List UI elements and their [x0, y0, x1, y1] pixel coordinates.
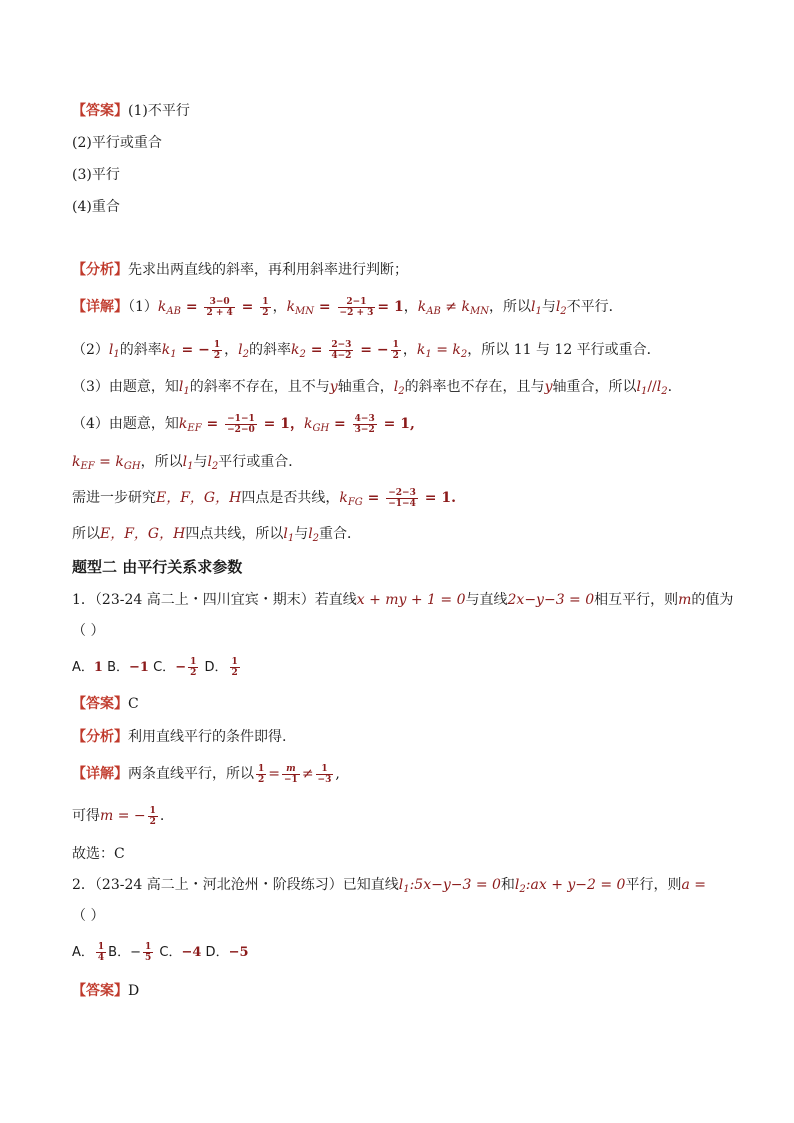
l2 [657, 379, 668, 395]
detail-7-text-1: 所以 [72, 526, 100, 542]
eq-minus: = − [355, 342, 389, 358]
fraction-den: 4 [97, 953, 105, 963]
q1-result-b: . [159, 808, 165, 824]
k1 [417, 342, 432, 358]
detail-1-tail: ，所以 [488, 299, 531, 315]
detail-6-text-2: 四点是否共线， [241, 490, 340, 506]
analysis-tag: 【分析】 [72, 729, 128, 745]
q1-result-line [72, 805, 164, 827]
q1-detail-line [72, 763, 340, 785]
l1-sub: 1 [403, 884, 410, 895]
q1-mid: 与直线 [465, 592, 508, 608]
q2-stem [72, 874, 706, 901]
slope-of-text: 的斜率 [119, 342, 162, 358]
k-mn-sub: MN [295, 306, 315, 317]
separator: ， [402, 342, 417, 358]
eq: = [431, 342, 453, 358]
fraction-gh [353, 414, 377, 435]
l1-letter: l [636, 379, 641, 395]
l2-sub: 2 [242, 349, 249, 360]
with-text: 与 [541, 299, 556, 315]
k-ab-2-sub: AB [426, 306, 441, 317]
answer-tag: 【答案】 [72, 103, 128, 119]
q1-option-d-label: D． [200, 660, 228, 675]
k-mn-2-letter: k [461, 299, 470, 315]
k-letter: k [115, 454, 124, 470]
l2-sub: 2 [661, 386, 668, 397]
l1-sub: 1 [187, 461, 194, 472]
q1-frac-1 [256, 764, 266, 785]
fraction-num: 1 [258, 763, 265, 774]
fraction-ab-num: 3−0 [204, 297, 234, 308]
fraction-mn [338, 297, 376, 318]
section-heading: 题型二 由平行关系求参数 [72, 558, 243, 576]
q1-m: m [678, 592, 692, 608]
neq-symbol: ≠ [440, 299, 462, 315]
l1 [636, 379, 647, 395]
fraction-num: 1 [392, 339, 399, 350]
fraction-num: 1 [213, 339, 221, 350]
l2 [394, 379, 405, 395]
eq-one: = 1. [419, 490, 456, 506]
answer-4: (4)重合 [72, 199, 120, 215]
points-efgh: E，F，G，H [100, 526, 186, 542]
y-var: y [329, 379, 338, 395]
k-letter: k [339, 490, 348, 506]
k-fg-sub: FG [347, 497, 363, 508]
k-letter: k [72, 454, 81, 470]
fraction-den: 5 [144, 953, 152, 963]
q2-stem-a: 2．（23-24 高二上・河北沧州・阶段练习）已知直线 [72, 877, 399, 893]
detail-2-lead: （2） [72, 342, 109, 358]
fraction-num: −2−3 [388, 487, 416, 498]
answer-3: (3)平行 [72, 167, 120, 183]
q2-option-b-label: B．− [108, 945, 141, 960]
detail-6-text-1: 需进一步研究 [72, 490, 156, 506]
fraction-num: −1−1 [227, 413, 255, 424]
k2-letter: k [452, 342, 461, 358]
q2-option-b-fraction [143, 942, 153, 963]
l2-letter: l [514, 877, 520, 893]
k-mn-letter: k [286, 299, 296, 315]
fraction-num: 1 [231, 657, 238, 667]
analysis-tag: 【分析】 [72, 262, 128, 278]
l2-letter: l [656, 379, 662, 395]
answer-1: (1)不平行 [128, 103, 190, 119]
q2-a: a = [681, 877, 706, 893]
fraction-num: 1 [190, 657, 197, 667]
fraction-den: 2 [392, 350, 399, 361]
q2-option-a-fraction [96, 942, 106, 963]
q1-frac-2 [282, 764, 300, 785]
k-mn-2-sub: MN [469, 306, 489, 317]
l2 [308, 526, 319, 542]
l2-letter: l [207, 454, 212, 470]
fraction-den: 2 [213, 350, 221, 361]
l2-sub: 2 [519, 884, 526, 895]
k2-sub: 2 [460, 349, 468, 360]
q1-option-a-label: A． [72, 660, 94, 675]
fraction-num: 4−3 [354, 413, 375, 424]
fraction-half [212, 340, 222, 361]
q1-eq-a: x + my + 1 = 0 [356, 592, 466, 608]
q2-option-d: −5 [228, 945, 249, 960]
k2 [291, 342, 306, 358]
fraction-num: 2−3 [331, 339, 352, 350]
q1-frac-3 [316, 764, 334, 785]
q1-eq-b: 2x−y−3 = 0 [507, 592, 595, 608]
l1-sub: 1 [640, 386, 648, 397]
q1-option-b: −1 [129, 660, 149, 675]
fraction-half [260, 297, 270, 318]
l2 [515, 877, 526, 893]
l1 [399, 877, 410, 893]
q1-option-d-fraction [230, 657, 240, 678]
l1-sub: 1 [535, 306, 542, 317]
q1-choice: 故选：C [72, 846, 125, 862]
k1-letter: k [416, 342, 426, 358]
l2-sub: 2 [211, 461, 219, 472]
q1-stem-c: 的值为 [691, 592, 734, 608]
fraction-num: 1 [316, 764, 334, 775]
fraction-num: 1 [97, 942, 105, 952]
q2-answer: D [128, 983, 140, 999]
fraction-ab-den: 2 + 4 [206, 307, 233, 318]
detail-2-end: ，所以 11 与 12 平行或重合． [467, 342, 661, 358]
l1-letter: l [283, 526, 288, 542]
l1-sub: 1 [183, 386, 190, 397]
detail-7-text-3: 重合． [319, 526, 362, 542]
l1-letter: l [398, 877, 404, 893]
q2-option-c: −4 [181, 945, 202, 960]
detail-5-text-1: ，所以 [140, 454, 183, 470]
q2-mid: 和 [500, 877, 515, 893]
q1-option-c-label: C． [148, 660, 176, 675]
q1-detail-b: , [335, 766, 340, 782]
k-ab-sub: AB [166, 306, 181, 317]
eq-one: = 1, [378, 416, 415, 432]
l1-sub: 1 [113, 349, 120, 360]
l2-letter: l [393, 379, 399, 395]
detail-tag: 【详解】 [72, 299, 128, 315]
k2-sub: 2 [299, 349, 306, 360]
k-ef-sub: EF [80, 461, 95, 472]
k2 [452, 342, 467, 358]
q2-eq-a: :5x−y−3 = 0 [409, 877, 501, 893]
k-ef [72, 454, 95, 470]
q1-option-c-fraction [188, 657, 198, 678]
k-ab-2-letter: k [417, 299, 427, 315]
k-gh [304, 416, 329, 432]
analysis-line [72, 259, 408, 281]
l1 [179, 379, 190, 395]
detail-line-1: 【详解】$(1)k_{AB}$ = $\frac{3-0}{2 + 4}$ = $\frac{1}{2}$ ，$k_{MN}$ = $\frac{2-1}{-2 + 3}$ = 1，$k_{AB} \ne k_{MN}$，所以$l_1$与$l_2$不平行． [72, 296, 623, 318]
q1-option-a: 1 [93, 660, 103, 675]
q1-stem-a: 1．（23-24 高二上・四川宜宾・期末）若直线 [72, 592, 357, 608]
parallel-symbol: // [647, 379, 657, 395]
l2-sub: 2 [312, 533, 320, 544]
detail-3-text-2: 轴重合， [337, 379, 394, 395]
answer-line-2 [72, 132, 162, 154]
k-gh-sub: GH [312, 423, 330, 434]
k2-letter: k [290, 342, 300, 358]
k-mn-2 [461, 299, 488, 315]
fraction-num: 1 [144, 942, 152, 952]
k-ef [179, 416, 202, 432]
l2 [556, 299, 567, 315]
detail-3-text-4: 轴重合，所以 [552, 379, 637, 395]
l1 [183, 454, 194, 470]
q1-blank: （ ） [72, 623, 105, 639]
q2-option-d-label: D． [201, 945, 229, 960]
k1 [162, 342, 177, 358]
l1-letter: l [530, 299, 536, 315]
eq-one: = 1， [258, 416, 304, 432]
k-letter: k [178, 416, 188, 432]
q1-stem [72, 589, 733, 611]
detail-3-text-1: 的斜率不存在，且不与 [189, 379, 330, 395]
fraction-num: m [282, 764, 300, 775]
k-ef-sub: EF [187, 423, 202, 434]
l2-letter: l [555, 299, 561, 315]
q1-option-b-label: B． [102, 660, 130, 675]
detail-line-4: （4）由题意，知$k_{EF}$ = $\frac{-1-1}{-2-0}$ = 1，$k_{GH}$ = $\frac{4-3}{3-2}$ = 1, [72, 413, 415, 435]
q2-option-c-label: C． [155, 945, 182, 960]
k-ab-2 [418, 299, 441, 315]
fraction-den: 4−2 [331, 350, 352, 361]
l1-letter: l [108, 342, 114, 358]
fraction-num: 1 [149, 805, 156, 816]
slope-of-text: 的斜率 [248, 342, 291, 358]
l1 [109, 342, 120, 358]
k-mn [287, 299, 314, 315]
k-fg [339, 490, 362, 506]
q1-result-m: m = − [100, 808, 146, 824]
detail-4-lead: （4）由题意，知 [72, 416, 179, 432]
q1-stem-b: 相互平行，则 [594, 592, 679, 608]
eq-one: = 1 [377, 299, 404, 315]
detail-3-lead: （3）由题意，知 [72, 379, 179, 395]
detail-7-text-2: 四点共线，所以 [185, 526, 284, 542]
detail-tag: 【详解】 [72, 766, 128, 782]
answer-line-3 [72, 164, 120, 186]
q1-options [72, 657, 242, 679]
k-gh [115, 454, 140, 470]
q2-stem-b: 平行，则 [625, 877, 682, 893]
l2-sub: 2 [560, 306, 567, 317]
fraction-half-num: 1 [262, 296, 269, 307]
answer-line-1 [72, 100, 190, 122]
fraction-den: 2 [190, 668, 197, 678]
fraction-den: −3 [317, 774, 332, 785]
l2-letter: l [238, 342, 243, 358]
answer-tag: 【答案】 [72, 696, 128, 712]
q1-analysis-line [72, 726, 286, 748]
q1-answer: C [128, 696, 139, 712]
k1-sub: 1 [425, 349, 432, 360]
eq-minus: = − [176, 342, 210, 358]
detail-5-text-2: 平行或重合． [218, 454, 303, 470]
l2-sub: 2 [398, 386, 405, 397]
answer-line-4 [72, 196, 120, 218]
k-gh-sub: GH [123, 461, 141, 472]
fraction-den: 3−2 [354, 424, 375, 435]
l2 [207, 454, 218, 470]
fraction-ef [225, 414, 257, 435]
detail-line-2 [72, 339, 661, 366]
fraction-k2 [329, 340, 353, 361]
eq: = [268, 766, 280, 782]
detail-3-end: . [667, 379, 673, 395]
q1-detail-a: 两条直线平行，所以 [128, 766, 254, 782]
k1-letter: k [161, 342, 171, 358]
q1-result-fraction [148, 806, 158, 827]
detail-line-7 [72, 523, 361, 550]
fraction-den: 2 [258, 774, 265, 785]
l1-sub: 1 [287, 533, 295, 544]
l1 [531, 299, 542, 315]
fraction-den: −1 [284, 774, 298, 785]
q2-blank: （ ） [72, 908, 105, 924]
k-ab-letter: k [157, 299, 167, 315]
q2-option-a-label: A． [72, 945, 94, 960]
fraction-ab [204, 297, 234, 318]
fraction-half-den: 2 [262, 307, 269, 318]
detail-line-5: $k_{EF} = k_{GH}$，所以$l_1$与$l_2$平行或重合． [72, 454, 303, 472]
q2-answer-line [72, 980, 139, 1002]
fraction-mn-den: −2 + 3 [339, 307, 374, 318]
k-ab [158, 299, 181, 315]
q1-analysis: 利用直线平行的条件即得. [128, 729, 287, 745]
l2 [238, 342, 249, 358]
l2-letter: l [308, 526, 313, 542]
with-text: 与 [193, 454, 208, 470]
eq: = [305, 342, 328, 358]
detail-1-lead: （1） [128, 299, 158, 315]
q1-option-c-minus: − [175, 660, 187, 675]
detail-line-6: 需进一步研究E，F，G，H四点是否共线，$k_{FG}$ = $\frac{-2-3}{-1-4}$ = 1. [72, 487, 456, 509]
fraction-mn-num: 2−1 [338, 297, 376, 308]
q1-result-a: 可得 [72, 808, 100, 824]
k1-sub: 1 [170, 349, 177, 360]
detail-3-text-3: 的斜率也不存在，且与 [404, 379, 545, 395]
points-efgh: E，F，G，H [156, 490, 242, 506]
neq-symbol: ≠ [301, 766, 314, 782]
q2-options [72, 942, 249, 964]
q2-eq-b: :ax + y−2 = 0 [525, 877, 626, 893]
l1 [283, 526, 294, 542]
y-var: y [544, 379, 553, 395]
with-text: 与 [294, 526, 309, 542]
answer-tag: 【答案】 [72, 983, 128, 999]
fraction-den: −2−0 [227, 424, 255, 435]
fraction-half-2 [391, 340, 401, 361]
fraction-fg [386, 488, 418, 509]
fraction-den: 2 [231, 668, 238, 678]
q1-answer-line [72, 693, 139, 715]
fraction-den: −1−4 [388, 498, 416, 509]
l1-letter: l [178, 379, 184, 395]
l1-letter: l [182, 454, 188, 470]
k-letter: k [303, 416, 313, 432]
analysis-text: 先求出两直线的斜率，再利用斜率进行判断； [128, 262, 408, 278]
detail-1-end: 不平行． [566, 299, 623, 315]
answer-2: (2)平行或重合 [72, 135, 162, 151]
fraction-den: 2 [149, 816, 156, 827]
detail-line-3 [72, 376, 672, 403]
separator: ， [224, 342, 239, 358]
